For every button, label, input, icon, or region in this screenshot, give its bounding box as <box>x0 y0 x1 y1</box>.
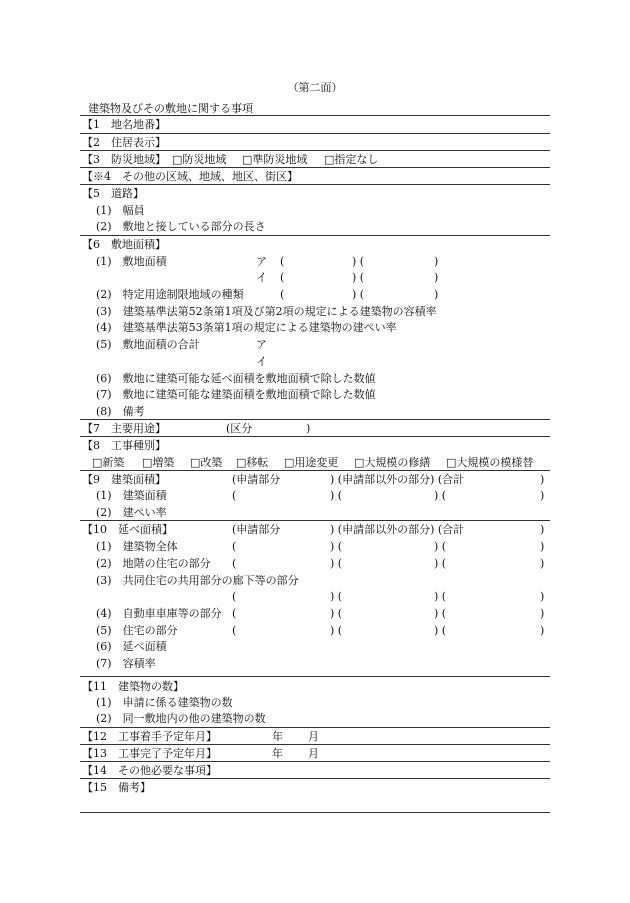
divider <box>80 520 550 521</box>
checkbox-relocation: □移転 <box>236 456 269 469</box>
field-label-address: 【2 住居表示】 <box>82 136 166 149</box>
field-shared-corridor: (3) 共同住宅の共用部分の廊下等の部分 <box>96 574 299 587</box>
paren-close: ) <box>434 288 439 301</box>
start-month-unit: 月 <box>308 730 319 743</box>
row-marker-i: イ <box>256 271 267 284</box>
field-site-area-total: (5) 敷地面積の合計 <box>96 338 200 351</box>
paren-close: ) <box>540 590 545 603</box>
column-header-applied: (申請部分 <box>232 523 281 536</box>
field-label-building-area: 【9 建築面積】 <box>82 473 166 486</box>
divider <box>80 419 550 420</box>
field-label-completion-date: 【13 工事完了予定年月】 <box>82 747 217 760</box>
paren-mid: ) ( <box>352 288 365 301</box>
divider <box>80 436 550 437</box>
column-header-other-total: ) (申請部以外の部分) (合計 <box>330 473 465 486</box>
checkbox-use-change: □用途変更 <box>284 456 339 469</box>
field-use-restriction-zone: (2) 特定用途制限地域の種類 <box>96 288 244 301</box>
field-other-building-count: (2) 同一敷地内の他の建築物の数 <box>96 712 266 725</box>
divider <box>80 115 550 116</box>
paren-open: ( <box>280 288 285 301</box>
paren-open: ( <box>280 255 285 268</box>
field-floor-area-ratio: (7) 容積率 <box>96 657 156 670</box>
paren-mid: ) ( <box>330 540 343 553</box>
checkbox-no-zone: □指定なし <box>324 153 379 166</box>
paren-open: ( <box>280 271 285 284</box>
paren-close: ) <box>540 523 545 536</box>
divider <box>80 184 550 185</box>
divider <box>80 150 550 151</box>
paren-close: ) <box>540 489 545 502</box>
row-marker-a: ア <box>256 255 267 268</box>
column-header-applied: (申請部分 <box>232 473 281 486</box>
paren-open: ( <box>232 607 237 620</box>
start-year-unit: 年 <box>272 730 283 743</box>
paren-mid: ) ( <box>330 590 343 603</box>
paren-close: ) <box>540 557 545 570</box>
paren-open: ( <box>232 624 237 637</box>
field-basement-housing: (2) 地階の住宅の部分 <box>96 557 211 570</box>
paren-mid: ) ( <box>352 271 365 284</box>
divider <box>80 812 550 813</box>
paren-close: ) <box>540 540 545 553</box>
field-label-fire-zone: 【3 防災地域】 <box>82 153 166 166</box>
checkbox-extension: □増築 <box>142 456 175 469</box>
paren-mid: ) ( <box>434 557 447 570</box>
paren-mid: ) ( <box>434 607 447 620</box>
checkbox-quasi-fire-zone: □準防災地域 <box>242 153 308 166</box>
paren-mid: ) ( <box>330 557 343 570</box>
field-label-other-zones: 【※4 その他の区域、地域、地区、街区】 <box>82 170 298 183</box>
field-site-area: (1) 敷地面積 <box>96 255 167 268</box>
column-header-other-total: ) (申請部以外の部分) (合計 <box>330 523 465 536</box>
divider <box>80 167 550 168</box>
field-road-frontage: (2) 敷地と接している部分の長さ <box>96 220 266 233</box>
paren-open: ( <box>232 540 237 553</box>
field-garage-area: (4) 自動車車庫等の部分 <box>96 607 222 620</box>
paren-close: ) <box>434 255 439 268</box>
checkbox-rebuild: □改築 <box>190 456 223 469</box>
field-label-start-date: 【12 工事着手予定年月】 <box>82 730 217 743</box>
row-marker-i: イ <box>256 355 267 368</box>
paren-close: ) <box>306 422 311 435</box>
main-use-category: (区分 <box>226 422 253 435</box>
field-label-lot-number: 【1 地名地番】 <box>82 118 166 131</box>
section-heading: 建築物及びその敷地に関する事項 <box>88 102 253 115</box>
page-title: （第二面） <box>287 81 343 94</box>
field-floor-area-ratio-52: (3) 建築基準法第52条第1項及び第2項の規定による建築物の容積率 <box>96 305 437 318</box>
field-label-building-count: 【11 建築物の数】 <box>82 680 184 693</box>
checkbox-new-build: □新築 <box>92 456 125 469</box>
paren-open: ( <box>232 557 237 570</box>
paren-mid: ) ( <box>434 590 447 603</box>
field-label-other-matters: 【14 その他必要な事項】 <box>82 764 217 777</box>
paren-close: ) <box>540 473 545 486</box>
field-total-floor-area: (6) 延べ面積 <box>96 640 167 653</box>
divider <box>80 778 550 779</box>
field-floor-area-quotient: (6) 敷地に建築可能な延べ面積を敷地面積で除した数値 <box>96 372 376 385</box>
field-building-area: (1) 建築面積 <box>96 489 167 502</box>
field-label-main-use: 【7 主要用途】 <box>82 422 166 435</box>
paren-mid: ) ( <box>330 624 343 637</box>
checkbox-major-remodel: □大規模の模様替 <box>446 456 534 469</box>
field-label-road: 【5 道路】 <box>82 187 144 200</box>
divider <box>80 133 550 134</box>
field-building-area-quotient: (7) 敷地に建築可能な建築面積を敷地面積で除した数値 <box>96 388 376 401</box>
paren-mid: ) ( <box>434 624 447 637</box>
field-label-remarks: 【15 備考】 <box>82 781 151 794</box>
completion-year-unit: 年 <box>272 747 283 760</box>
paren-mid: ) ( <box>352 255 365 268</box>
divider <box>80 676 550 677</box>
checkbox-major-repair: □大規模の修繕 <box>354 456 431 469</box>
divider <box>80 744 550 745</box>
divider <box>80 727 550 728</box>
paren-mid: ) ( <box>330 607 343 620</box>
divider <box>80 470 550 471</box>
field-label-total-floor-area: 【10 延べ面積】 <box>82 523 173 536</box>
paren-close: ) <box>434 271 439 284</box>
paren-mid: ) ( <box>330 489 343 502</box>
paren-close: ) <box>540 607 545 620</box>
paren-open: ( <box>232 489 237 502</box>
field-building-coverage-53: (4) 建築基準法第53条第1項の規定による建築物の建ぺい率 <box>96 321 397 334</box>
field-coverage-ratio: (2) 建ぺい率 <box>96 506 167 519</box>
paren-mid: ) ( <box>434 540 447 553</box>
field-label-work-type: 【8 工事種別】 <box>82 439 166 452</box>
divider <box>80 235 550 236</box>
row-marker-a: ア <box>256 338 267 351</box>
field-housing-area: (5) 住宅の部分 <box>96 624 178 637</box>
completion-month-unit: 月 <box>308 747 319 760</box>
field-applied-building-count: (1) 申請に係る建築物の数 <box>96 696 233 709</box>
paren-close: ) <box>540 624 545 637</box>
field-road-width: (1) 幅員 <box>96 204 145 217</box>
checkbox-fire-zone: □防災地域 <box>172 153 227 166</box>
field-label-site-area: 【6 敷地面積】 <box>82 238 166 251</box>
divider <box>80 761 550 762</box>
field-whole-building: (1) 建築物全体 <box>96 540 178 553</box>
paren-open: ( <box>232 590 237 603</box>
field-remarks: (8) 備考 <box>96 405 145 418</box>
paren-mid: ) ( <box>434 489 447 502</box>
